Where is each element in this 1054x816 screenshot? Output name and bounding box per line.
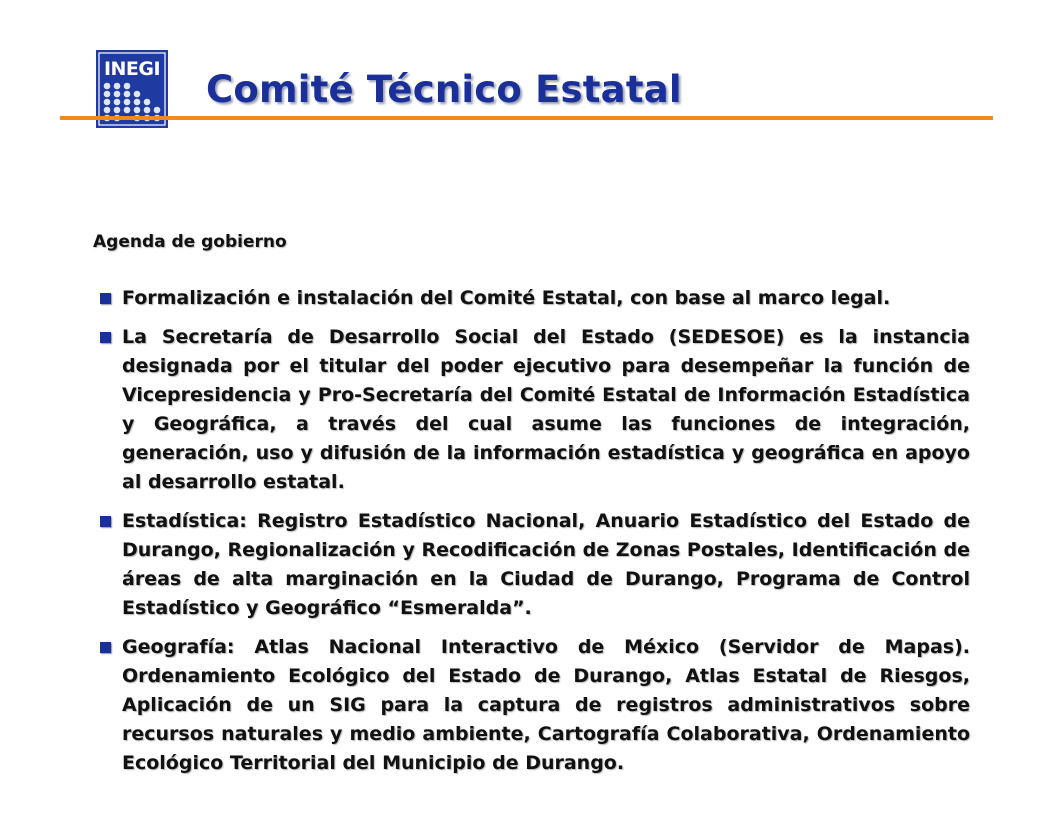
page-title: Comité Técnico Estatal [206,68,682,111]
agenda-list [100,284,970,788]
square-bullet-icon [100,332,111,343]
inegi-logo-text: INEGI [103,58,161,80]
square-bullet-icon [100,293,111,304]
list-item [100,284,970,313]
list-item-text: Estadística: Registro Estadístico Nacional, Anuario Estadístico del Estado de Durango, Regionalización y Recodificación de Zonas Postales, Identificación de áreas de alta marginación en la Ciudad de Durango, Programa de Control Estadístico y Geográfico “Esmeralda”. [122,510,970,619]
list-item [100,323,970,497]
square-bullet-icon [100,516,111,527]
list-item [100,633,970,778]
list-item-text: La Secretaría de Desarrollo Social del Estado (SEDESOE) es la instancia designada por el titular del poder ejecutivo para desempeñar la función de Vicepresidencia y Pro-Secretaría del Comité Estatal de Información Estadística y Geográfica, a través del cual asume las funciones de integración, generación, uso y difusión de la información estadística y geográfica en apoyo al desarrollo estatal. [122,326,970,493]
square-bullet-icon [100,642,111,653]
list-item [100,507,970,623]
section-heading: Agenda de gobierno [93,232,287,252]
list-item-text: Geografía: Atlas Nacional Interactivo de México (Servidor de Mapas). Ordenamiento Ecológico del Estado de Durango, Atlas Estatal de Riesgos, Aplicación de un SIG para la captura de registros administrativos sobre recursos naturales y medio ambiente, Cartografía Colaborativa, Ordenamiento Ecológico Territorial del Municipio de Durango. [122,636,970,774]
title-divider [60,116,993,120]
list-item-text: Formalización e instalación del Comité Estatal, con base al marco legal. [122,287,891,309]
